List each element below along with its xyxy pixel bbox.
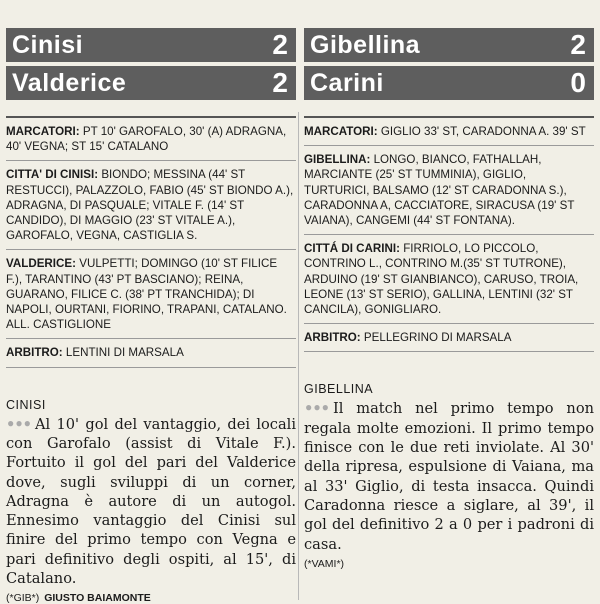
signature [304,558,594,570]
bullet-stars-icon: ••• [304,400,329,418]
scorers-label: MARCATORI: [304,125,378,138]
lineup-home-block [6,161,296,250]
lineup-home-text: LONGO, BIANCO, FATHALLAH, MARCIANTE (25' ST TUMMINIA), GIGLIO, TURTURICI, BALSAMO (12' ST CARADONNA S.), CARADONNA A, CACCIATORE, SIRACUSA (19' ST VAIANA), CANGEMI (44' ST FONTANA). [304,153,575,228]
column-divider [298,112,299,600]
team-name: Cinisi [12,31,84,59]
scorers-text: GIGLIO 33' ST, CARADONNA A. 39' ST [380,125,586,138]
dateline: GIBELLINA [304,382,374,397]
signature [6,592,296,604]
article-body: Il match nel primo tempo non regala molte emozioni. Il primo tempo finisce con le due reti inviolate. Al 30' della ripresa, espulsione di Vaiana, ma al 33' Giglio, di testa insacca. Quindi Caradonna riesce a siglare, al 39', il gol del definitivo 2 a 0 per i padroni di casa. [304,400,594,553]
referee-text: PELLEGRINO DI MARSALA [363,331,512,345]
dateline: CINISI [6,397,46,412]
team-score: 0 [570,67,586,98]
score-bar-away [304,66,594,100]
lineup-home-text: BIONDO; MESSINA (44' ST RESTUCCI), PALAZZOLO, FABIO (45' ST BIONDO A.), ADRAGNA, DI PASQUALE; VITALE F. (14' ST CANDIDO), DI MAGGIO (23' ST VITALE A.), GAROFALO, VEGNA, CASTIGLIA S. [6,168,294,243]
article-body: Al 10' gol del vantaggio, dei locali con Garofalo (assist di Vitale F.). Fortuito il gol del pari del Valderice dove, sugli sviluppi di un corner, Adragna è autore di un autogol. Ennesimo vantaggio del Cinisi sul finire del primo tempo con Vegna e pari definitivo degli ospiti, al 15', di Catalano. [6,415,296,588]
scorers-block [6,118,296,161]
article-text [304,399,594,553]
article-text [6,415,296,589]
referee-label: ARBITRO: [304,331,361,345]
referee-block [304,324,594,352]
team-name: Valderice [12,69,127,97]
team-name: Carini [310,69,384,97]
lineup-away-block [304,235,594,324]
score-bar-away [6,66,296,100]
lineup-away-block [6,250,296,339]
lineup-home-label: CITTA' DI CINISI: [6,168,99,182]
referee-block [6,339,296,367]
team-score: 2 [272,29,288,60]
signature-tag: (*GIB*) [6,592,40,604]
team-score: 2 [272,67,288,98]
scorers-label: MARCATORI: [6,125,80,138]
score-bar-home [6,28,296,62]
signature-author: GIUSTO BAIAMONTE [44,592,151,604]
match-report-gibellina-carini [304,0,594,570]
team-name: Gibellina [310,31,421,59]
lineup-home-label: GIBELLINA: [304,153,371,167]
signature-tag: (*VAMI*) [304,557,345,570]
lineup-away-label: CITTÁ DI CARINI: [304,242,400,256]
referee-text: LENTINI DI MARSALA [65,346,184,360]
referee-label: ARBITRO: [6,346,63,360]
lineup-home-block [304,146,594,235]
scorers-text: PT 10' GAROFALO, 30' (A) ADRAGNA, 40' VEGNA; ST 15' CATALANO [6,125,287,154]
lineup-away-text: VULPETTI; DOMINGO (10' ST FILICE F.), TARANTINO (43' PT BASCIANO); REINA, GUARANO, FILICE C. (38' PT TRANCHIDA); DI NAPOLI, OURTANI, FIORINO, TRAPANI, CATALANO. ALL. CASTIGLIONE [6,257,287,332]
lineup-away-text: FIRRIOLO, LO PICCOLO, CONTRINO L., CONTRINO M.(35' ST TUTRONE), ARDUINO (19' ST GIANBIANCO), CARUSO, TROIA, LEONE (13' ST SERIO), GALLINA, LENTINI (32' ST CANCILA), GONIGLIARO. [304,242,579,317]
lineup-away-label: VALDERICE: [6,257,76,271]
bullet-stars-icon: ••• [6,415,31,433]
match-report-cinisi-valderice [6,0,296,604]
scorers-block [304,118,594,146]
score-bar-home [304,28,594,62]
team-score: 2 [570,29,586,60]
